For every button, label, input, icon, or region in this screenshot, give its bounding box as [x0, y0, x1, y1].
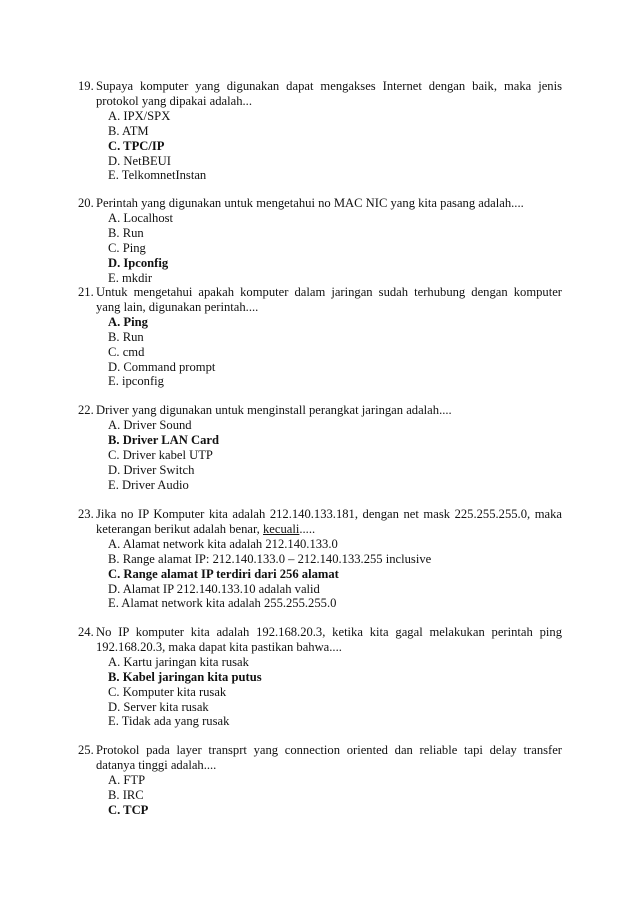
option-d: D. Alamat IP 212.140.133.10 adalah valid	[108, 581, 320, 596]
option-e: E. mkdir	[108, 270, 153, 285]
question-number: 20.	[78, 196, 94, 210]
option-b-answer: B. Kabel jaringan kita putus	[108, 669, 262, 684]
option-e: E. TelkomnetInstan	[108, 168, 207, 183]
option-d: D. Driver Switch	[108, 462, 195, 477]
option-list	[108, 773, 562, 818]
option-a: A. Alamat network kita adalah 212.140.133.0	[108, 536, 338, 551]
question-text	[96, 507, 562, 537]
underlined-keyword: kecuali	[263, 521, 300, 536]
question-number: 22.	[78, 403, 94, 417]
question-21	[78, 285, 562, 389]
question-23	[78, 507, 562, 611]
option-d-answer: D. Ipconfig	[108, 255, 169, 270]
question-stem	[78, 285, 562, 315]
option-d: D. NetBEUI	[108, 153, 171, 168]
option-e: E. ipconfig	[108, 374, 164, 389]
question-number: 23.	[78, 507, 94, 521]
question-text: No IP komputer kita adalah 192.168.20.3, ketika kita gagal melakukan perintah ping 192.168.20.3, maka dapat kita pastikan bahwa....	[96, 625, 562, 654]
option-a: A. Localhost	[108, 210, 174, 225]
question-text: Supaya komputer yang digunakan dapat mengakses Internet dengan baik, maka jenis protokol yang dipakai adalah...	[96, 79, 562, 108]
option-c-answer: C. Range alamat IP terdiri dari 256 alamat	[108, 566, 339, 581]
option-list	[108, 211, 562, 286]
question-text-suffix: .....	[299, 521, 316, 536]
option-e: E. Alamat network kita adalah 255.255.255.0	[108, 596, 337, 611]
option-list	[108, 418, 562, 493]
option-c: C. Driver kabel UTP	[108, 447, 213, 462]
option-c: C. Komputer kita rusak	[108, 684, 227, 699]
question-25	[78, 743, 562, 818]
question-text: Driver yang digunakan untuk menginstall perangkat jaringan adalah....	[96, 403, 452, 417]
option-d: D. Server kita rusak	[108, 699, 209, 714]
question-number: 19.	[78, 79, 94, 93]
question-stem	[78, 743, 562, 773]
option-a: A. IPX/SPX	[108, 108, 171, 123]
question-stem	[78, 625, 562, 655]
option-list	[108, 109, 562, 184]
question-22	[78, 403, 562, 492]
option-c-answer: C. TCP	[108, 802, 149, 817]
option-b: B. Range alamat IP: 212.140.133.0 – 212.140.133.255 inclusive	[108, 551, 432, 566]
question-stem	[78, 403, 562, 418]
option-a-answer: A. Ping	[108, 314, 148, 329]
question-number: 24.	[78, 625, 94, 639]
option-b: B. ATM	[108, 123, 149, 138]
option-a: A. Kartu jaringan kita rusak	[108, 654, 249, 669]
question-stem	[78, 196, 562, 211]
option-c: C. cmd	[108, 344, 145, 359]
option-list	[108, 315, 562, 390]
question-24	[78, 625, 562, 729]
question-text: Perintah yang digunakan untuk mengetahui no MAC NIC yang kita pasang adalah....	[96, 196, 524, 210]
option-b: B. Run	[108, 225, 144, 240]
option-c-answer: C. TPC/IP	[108, 138, 165, 153]
question-text: Untuk mengetahui apakah komputer dalam jaringan sudah terhubung dengan komputer yang lain, digunakan perintah....	[96, 285, 562, 314]
option-e: E. Driver Audio	[108, 477, 189, 492]
question-number: 21.	[78, 285, 94, 299]
option-list	[108, 537, 562, 612]
question-number: 25.	[78, 743, 94, 757]
option-b: B. IRC	[108, 787, 144, 802]
question-stem	[78, 507, 562, 537]
question-stem	[78, 79, 562, 109]
option-a: A. Driver Sound	[108, 417, 192, 432]
question-text: Protokol pada layer transprt yang connection oriented dan reliable tapi delay transfer datanya tinggi adalah....	[96, 743, 562, 772]
question-text-main: Jika no IP Komputer kita adalah 212.140.133.181, dengan net mask 225.255.255.0, maka keterangan berikut adalah benar,	[96, 507, 562, 536]
option-c: C. Ping	[108, 240, 146, 255]
option-d: D. Command prompt	[108, 359, 216, 374]
option-list	[108, 655, 562, 730]
option-b-answer: B. Driver LAN Card	[108, 432, 220, 447]
question-20	[78, 196, 562, 285]
option-b: B. Run	[108, 329, 144, 344]
option-e: E. Tidak ada yang rusak	[108, 714, 230, 729]
question-19	[78, 79, 562, 183]
option-a: A. FTP	[108, 772, 146, 787]
